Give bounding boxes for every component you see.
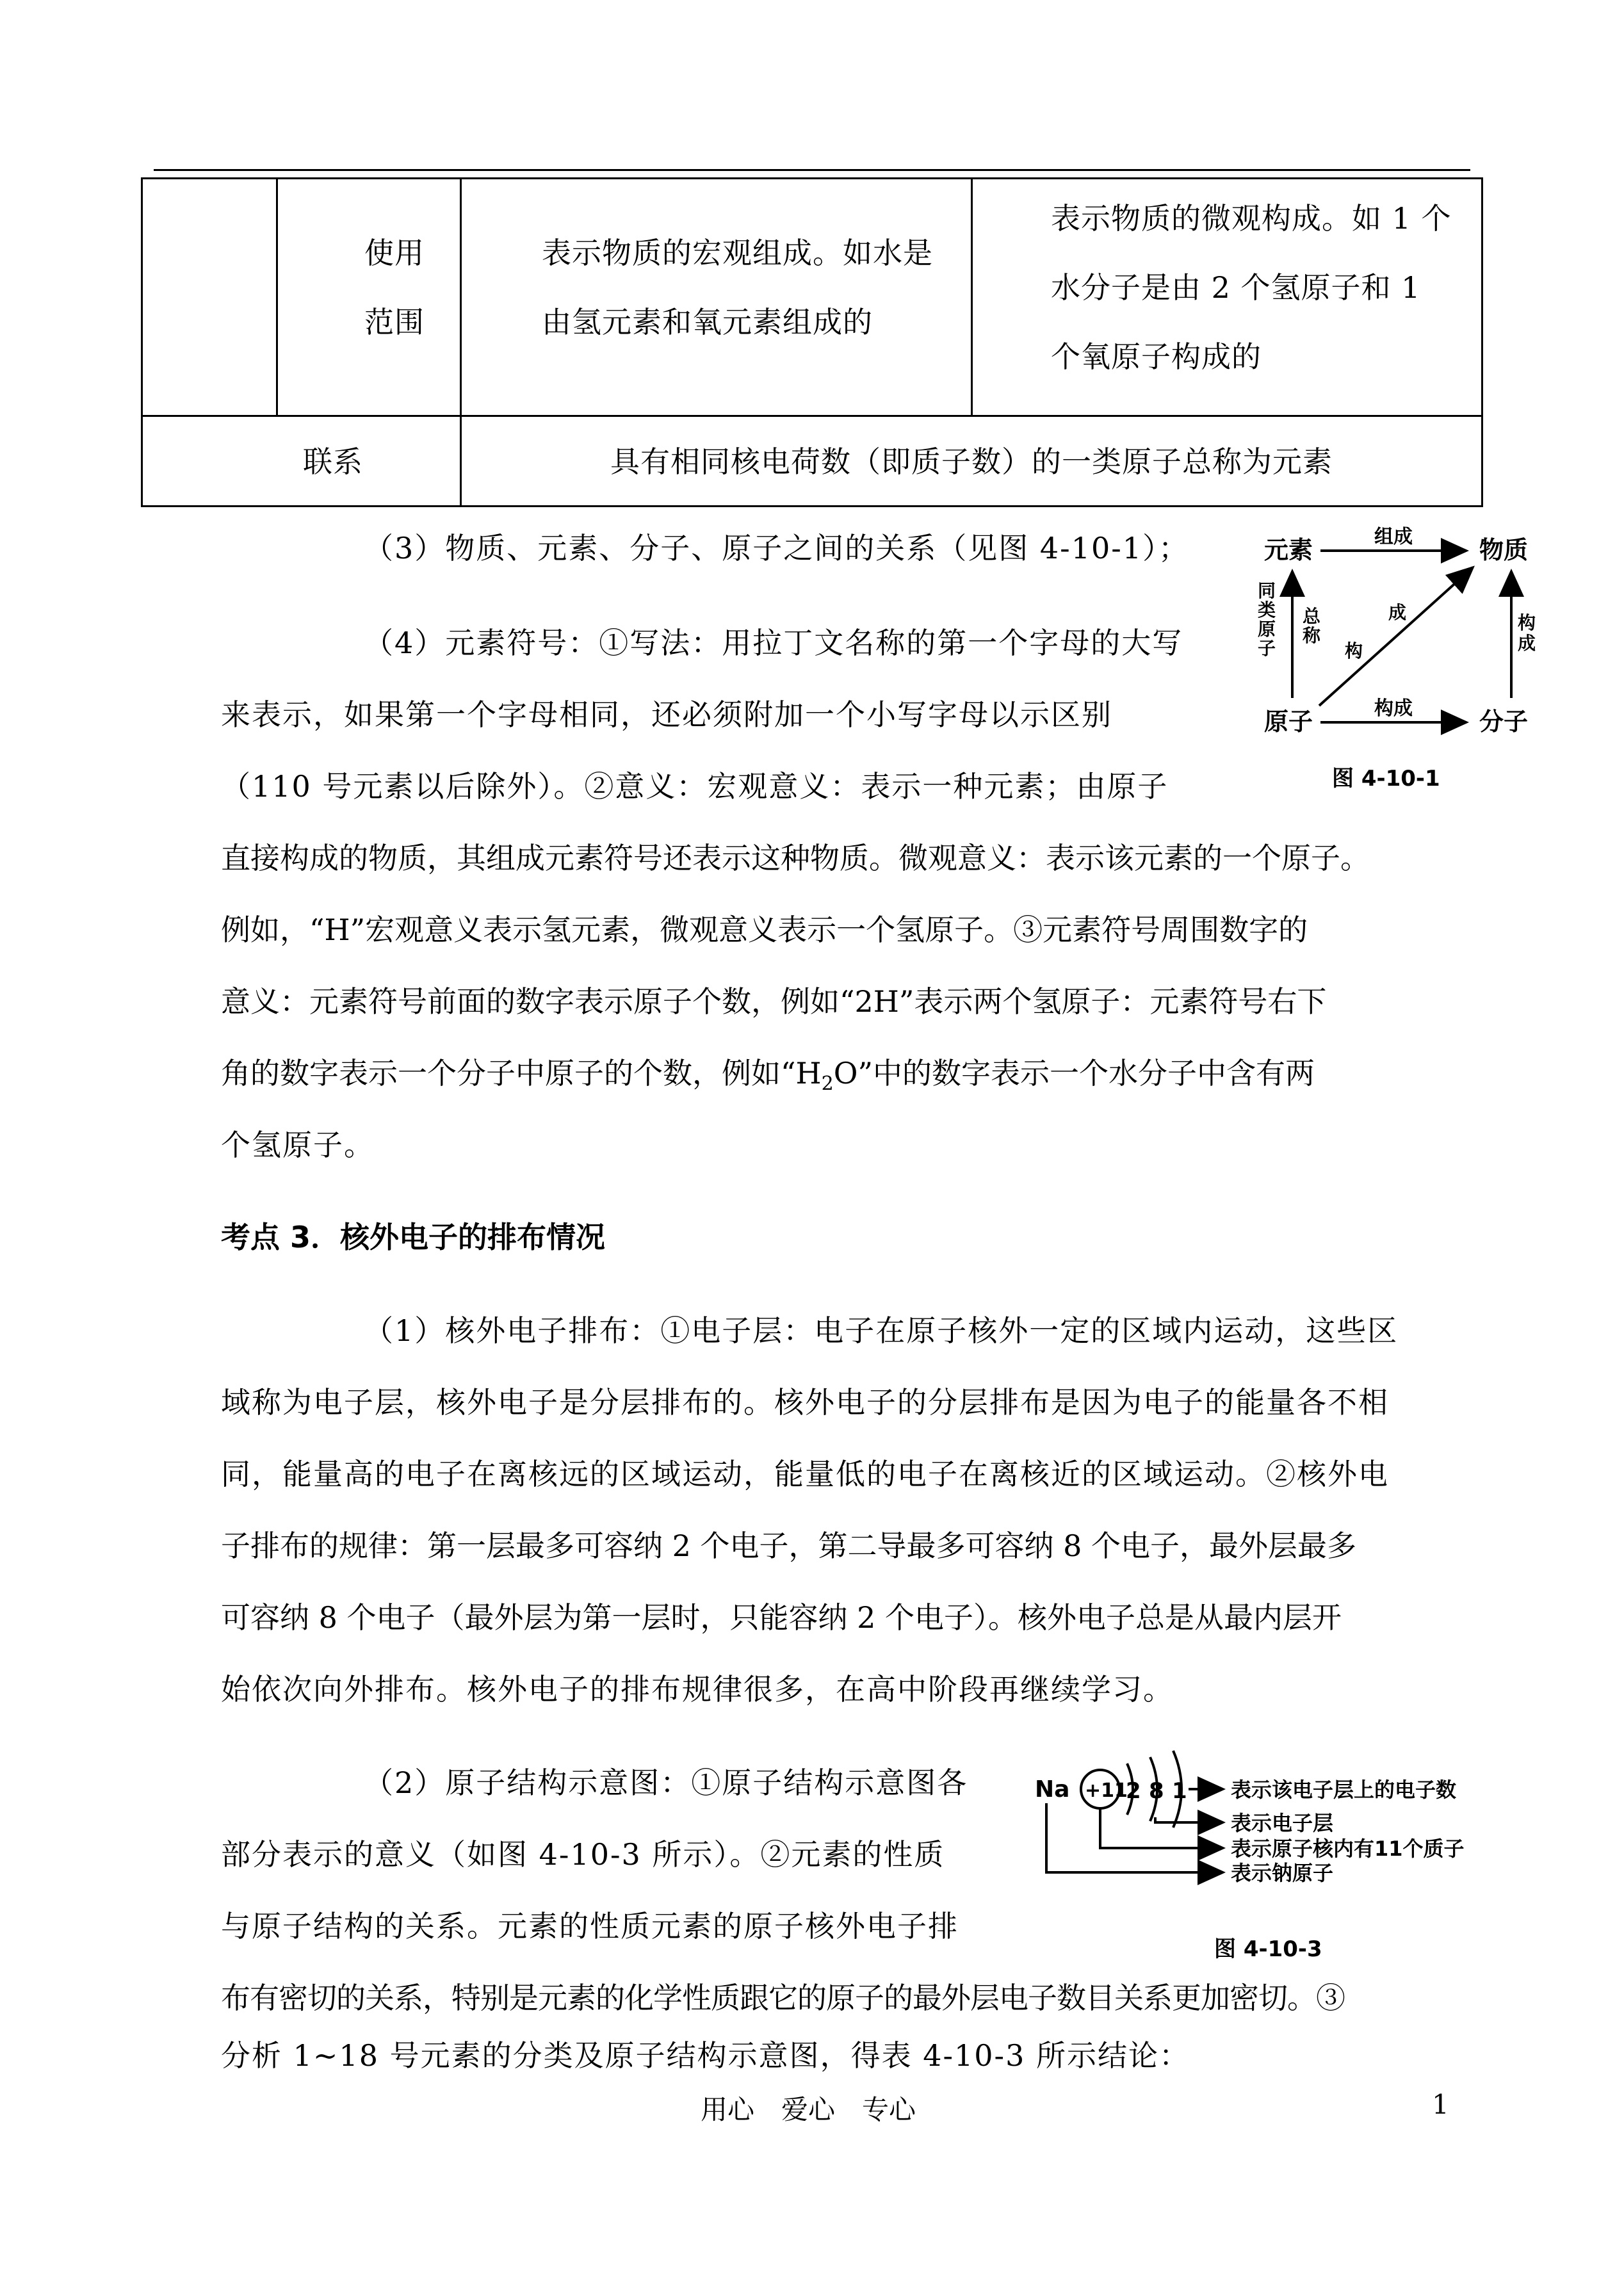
s3-paragraph-2-line3: 与原子结构的关系。元素的性质元素的原子核外电子排 [221, 1909, 959, 1943]
usage-label-line2: 范围 [364, 305, 425, 339]
paragraph-4-line5: 例如，“H”宏观意义表示氢元素，微观意义表示一个氢原子。③元素符号周围数字的 [221, 912, 1308, 947]
label-protons: 表示原子核内有11个质子 [1231, 1837, 1465, 1861]
relation-label: 联系 [303, 444, 363, 479]
relation-text: 具有相同核电荷数（即质子数）的一类原子总称为元素 [610, 444, 1333, 479]
table-col-divider-1 [276, 179, 278, 415]
table-col-divider-3 [971, 179, 973, 415]
paragraph-4-line8: 个氢原子。 [221, 1128, 375, 1162]
edge-right-label: 构成 [1518, 612, 1536, 654]
atom-usage-line1: 表示物质的微观构成。如 1 个 [1051, 201, 1452, 236]
shell-3-count: 1 [1172, 1778, 1187, 1804]
s3-paragraph-2-line1: （2）原子结构示意图：①原子结构示意图各 [364, 1765, 968, 1800]
footer-motto: 用心 爱心 专心 [701, 2094, 916, 2125]
paragraph-4-line2: 来表示，如果第一个字母相同，还必须附加一个小写字母以示区别 [221, 697, 1112, 732]
figure-4-10-3 [1031, 1742, 1518, 1908]
node-substance: 物质 [1479, 536, 1529, 564]
atom-symbol: Na [1035, 1776, 1070, 1803]
edge-top-label: 组成 [1374, 526, 1413, 548]
nucleus-charge: +11 [1085, 1780, 1128, 1802]
s3-paragraph-2-line4: 布有密切的关系，特别是元素的化学性质跟它的原子的最外层电子数目关系更加密切。③ [221, 1981, 1345, 2015]
table-col-divider-2 [460, 179, 462, 507]
paragraph-4-line7 [221, 1050, 1315, 1095]
label-electron-count: 表示该电子层上的电子数 [1231, 1778, 1457, 1802]
s3-paragraph-1-line4: 子排布的规律：第一层最多可容纳 2 个电子，第二导最多可容纳 8 个电子，最外层最多 [221, 1529, 1357, 1563]
edge-diag-label-1: 成 [1388, 602, 1407, 623]
edge-bottom-label: 构成 [1374, 697, 1413, 720]
edge-diag-label-2: 构 [1345, 640, 1363, 661]
figure-4-10-1-caption: 图 4-10-1 [1332, 766, 1440, 791]
shell-1-count: 2 [1126, 1778, 1141, 1804]
figure-4-10-1 [1249, 525, 1556, 794]
figure-4-10-3-caption: 图 4-10-3 [1214, 1936, 1322, 1962]
label-sodium-atom: 表示钠原子 [1231, 1861, 1334, 1885]
paragraph-4-line4: 直接构成的物质，其组成元素符号还表示这种物质。微观意义：表示该元素的一个原子。 [221, 841, 1370, 875]
node-molecule: 分子 [1479, 708, 1529, 736]
s3-paragraph-2-line5: 分析 1~18 号元素的分类及原子结构示意图，得表 4-10-3 所示结论： [221, 2038, 1190, 2073]
arrow-protons [1100, 1808, 1223, 1848]
atom-usage-line2: 水分子是由 2 个氢原子和 1 [1051, 270, 1421, 305]
paragraph-4-line6: 意义：元素符号前面的数字表示原子个数，例如“2H”表示两个氢原子：元素符号右下 [221, 984, 1327, 1019]
node-element: 元素 [1264, 536, 1313, 564]
table-row-divider [143, 415, 1481, 417]
s3-paragraph-1-line1: （1）核外电子排布：①电子层：电子在原子核外一定的区域内运动，这些区 [364, 1313, 1399, 1348]
usage-label-line1: 使用 [364, 236, 425, 270]
arrow-sodium-atom [1046, 1803, 1223, 1872]
paragraph-4-line1: （4）元素符号：①写法：用拉丁文名称的第一个字母的大写 [364, 626, 1183, 660]
element-usage-line1: 表示物质的宏观组成。如水是 [542, 236, 933, 270]
node-atom: 原子 [1264, 708, 1313, 736]
s3-paragraph-1-line3: 同，能量高的电子在离核远的区域运动，能量低的电子在离核近的区域运动。②核外电 [221, 1457, 1389, 1491]
paragraph-4-line7-b: O”中的数字表示一个水分子中含有两 [833, 1056, 1315, 1091]
s3-paragraph-1-line2: 域称为电子层，核外电子是分层排布的。核外电子的分层排布是因为电子的能量各不相 [221, 1385, 1389, 1420]
paragraph-4-line7-a: 角的数字表示一个分子中原子的个数，例如“H [221, 1056, 822, 1091]
s3-paragraph-1-line5: 可容纳 8 个电子（最外层为第一层时，只能容纳 2 个电子）。核外电子总是从最内层开 [221, 1600, 1342, 1635]
element-usage-line2: 由氢元素和氧元素组成的 [542, 305, 873, 339]
atom-usage-line3: 个氧原子构成的 [1051, 339, 1262, 374]
arrow-atom-to-substance [1319, 567, 1473, 706]
paragraph-4-line3: （110 号元素以后除外）。②意义：宏观意义：表示一种元素；由原子 [221, 769, 1169, 804]
edge-left-inner-label: 总称 [1303, 606, 1321, 646]
comparison-table [141, 177, 1483, 507]
shell-2-count: 8 [1149, 1778, 1164, 1804]
s3-paragraph-2-line2: 部分表示的意义（如图 4-10-3 所示）。②元素的性质 [221, 1837, 945, 1872]
arrow-shell [1155, 1817, 1223, 1822]
label-shell: 表示电子层 [1231, 1811, 1334, 1835]
paragraph-3: （3）物质、元素、分子、原子之间的关系（见图 4-10-1）； [364, 531, 1190, 565]
section-3-heading: 考点 3．核外电子的排布情况 [221, 1220, 606, 1254]
edge-left-label: 同类原子 [1258, 580, 1276, 659]
paragraph-4-line7-sub: 2 [821, 1073, 834, 1096]
page-number: 1 [1432, 2089, 1449, 2120]
s3-paragraph-1-line6: 始依次向外排布。核外电子的排布规律很多，在高中阶段再继续学习。 [221, 1672, 1174, 1707]
header-rule [154, 169, 1470, 171]
